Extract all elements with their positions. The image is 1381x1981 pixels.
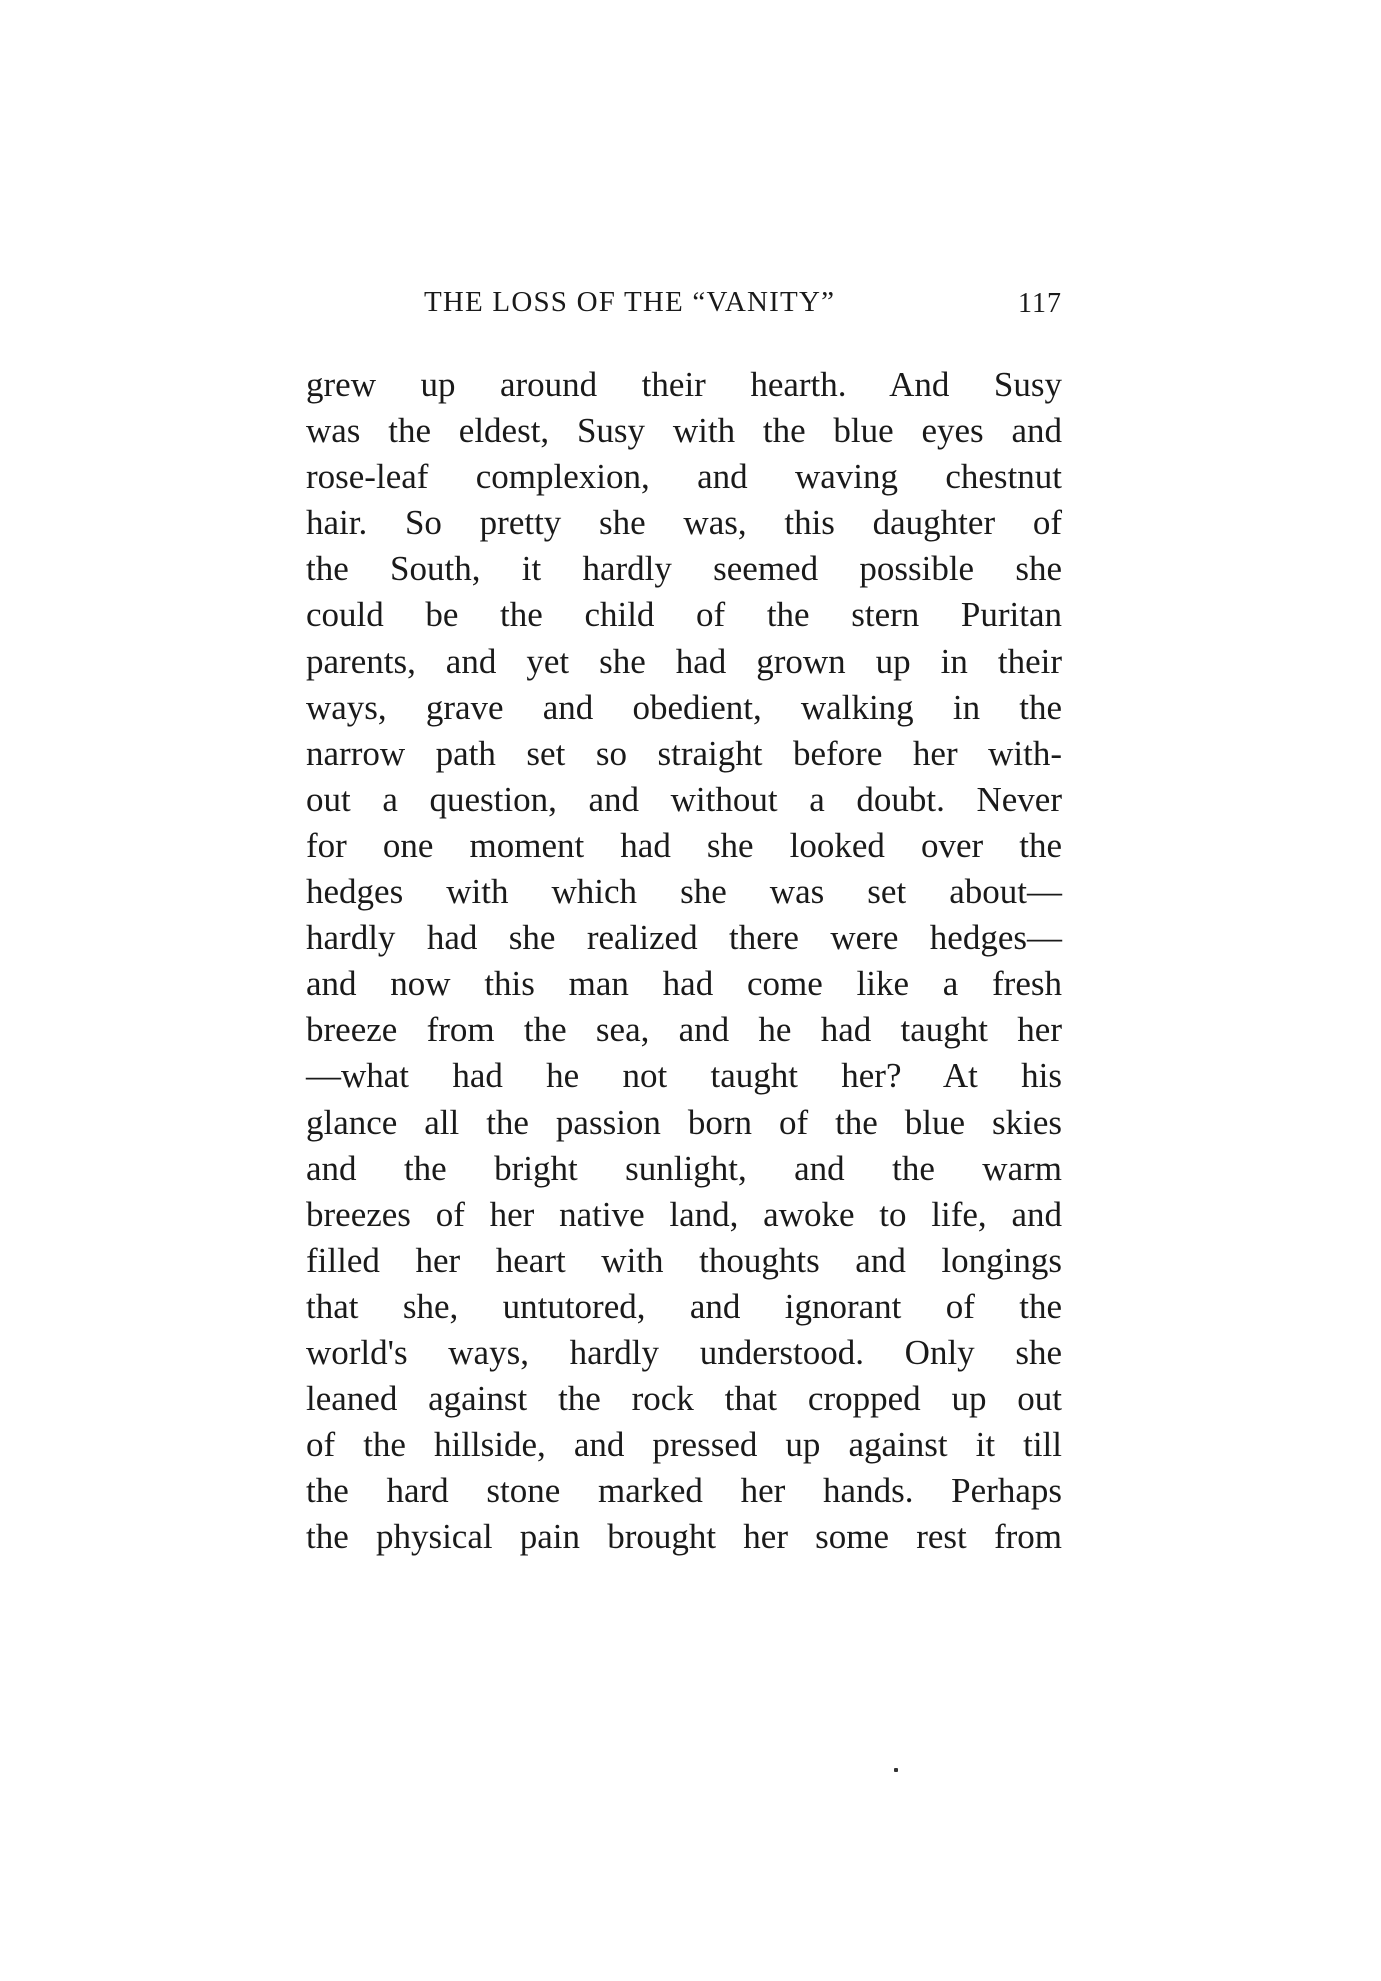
text-line: filled her heart with thoughts and longings [306, 1240, 1062, 1280]
text-line: that she, untutored, and ignorant of the [306, 1286, 1062, 1326]
text-line: hair. So pretty she was, this daughter of [306, 503, 1062, 543]
text-line: out a question, and without a doubt. Never [306, 779, 1062, 819]
page-number: 117 [1018, 288, 1062, 319]
text-line: was the eldest, Susy with the blue eyes and [306, 411, 1062, 451]
text-line: and now this man had come like a fresh [306, 964, 1062, 1004]
text-line: the physical pain brought her some rest from [306, 1517, 1062, 1557]
text-line: narrow path set so straight before her with- [306, 733, 1062, 773]
text-line: rose-leaf complexion, and waving chestnut [306, 457, 1062, 497]
body-text [306, 362, 1062, 1560]
text-line: and the bright sunlight, and the warm [306, 1148, 1062, 1188]
text-line: the South, it hardly seemed possible she [306, 549, 1062, 589]
text-line: breezes of her native land, awoke to life, and [306, 1194, 1062, 1234]
ink-speck [894, 1768, 898, 1772]
text-line: hardly had she realized there were hedges— [306, 918, 1062, 958]
text-line: the hard stone marked her hands. Perhaps [306, 1471, 1062, 1511]
text-line: parents, and yet she had grown up in their [306, 641, 1062, 681]
running-head [306, 286, 1062, 326]
text-line: of the hillside, and pressed up against it till [306, 1425, 1062, 1465]
text-line: ways, grave and obedient, walking in the [306, 687, 1062, 727]
text-line: leaned against the rock that cropped up out [306, 1379, 1062, 1419]
text-line: —what had he not taught her? At his [306, 1056, 1062, 1096]
text-line: hedges with which she was set about— [306, 872, 1062, 912]
text-line: grew up around their hearth. And Susy [306, 365, 1062, 404]
text-line: glance all the passion born of the blue skies [306, 1102, 1062, 1142]
text-line: for one moment had she looked over the [306, 825, 1062, 865]
text-line: breeze from the sea, and he had taught her [306, 1010, 1062, 1050]
text-line: world's ways, hardly understood. Only she [306, 1332, 1062, 1372]
running-head-title: THE LOSS OF THE “VANITY” [424, 286, 836, 318]
text-line: could be the child of the stern Puritan [306, 595, 1062, 635]
